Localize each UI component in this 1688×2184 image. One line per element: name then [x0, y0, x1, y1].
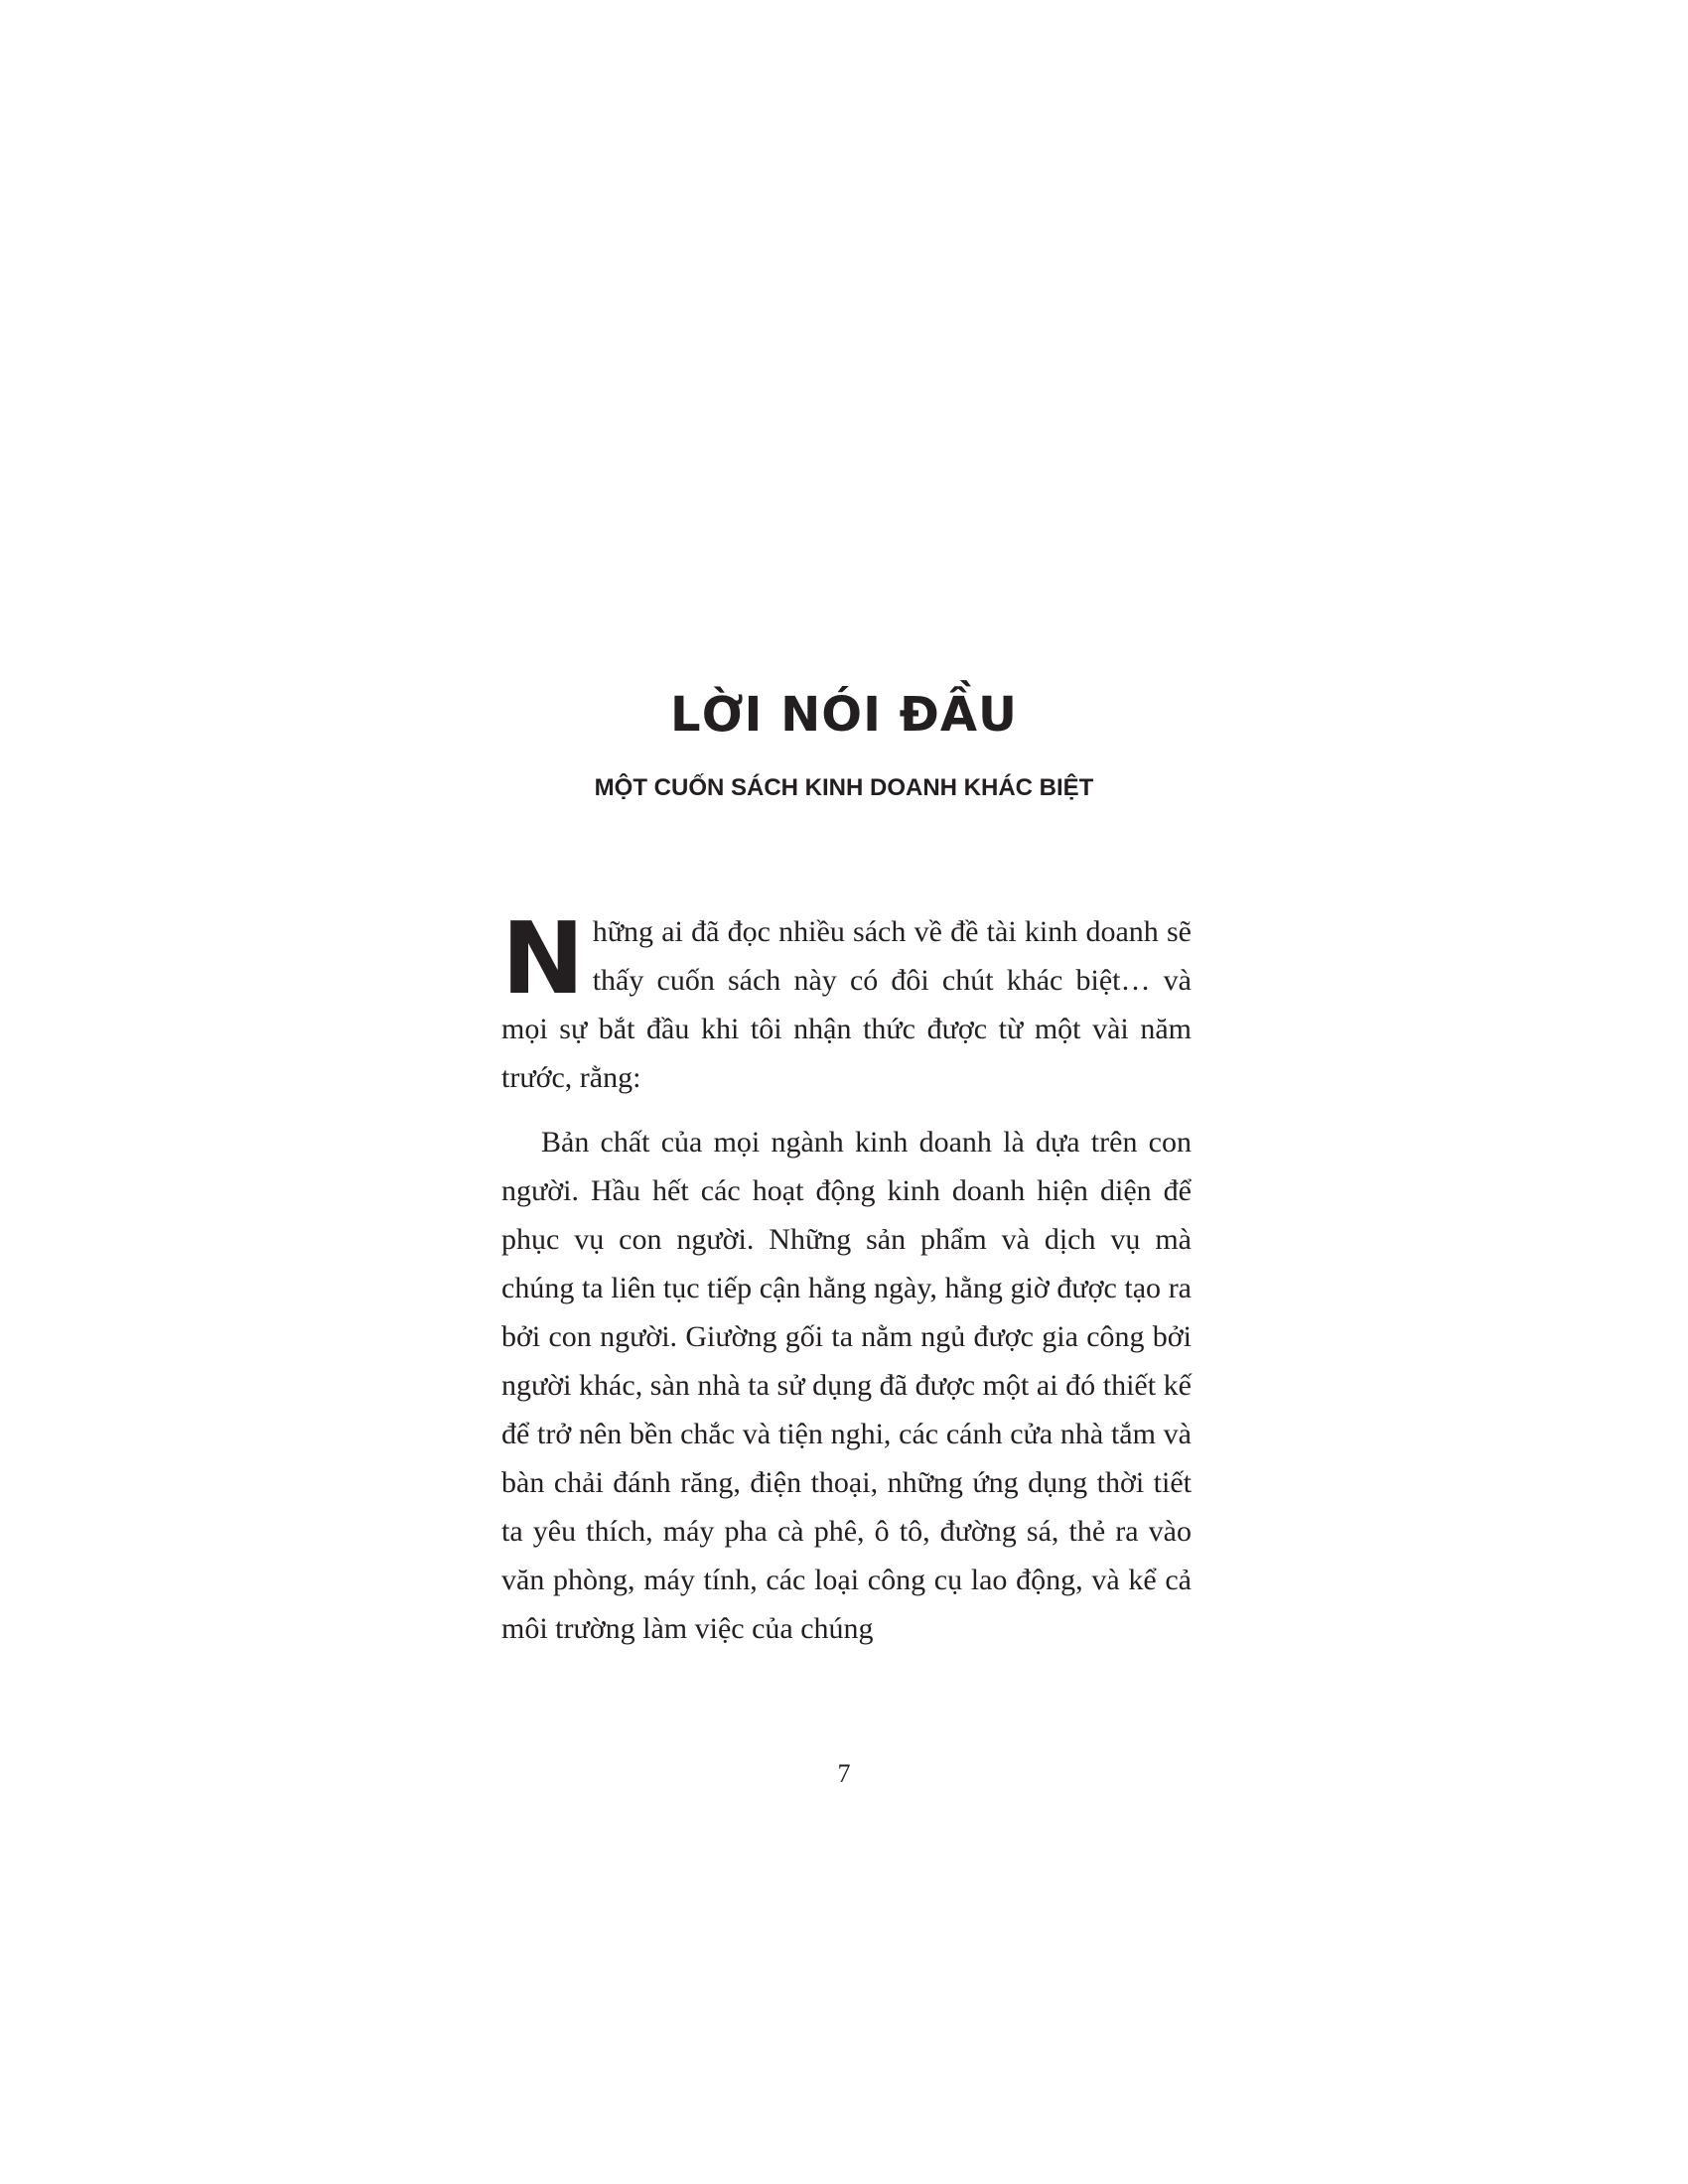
paragraph-body: Bản chất của mọi ngành kinh doanh là dựa trên con người. Hầu hết các hoạt động kinh doanh hiện diện để phục vụ con người. Những sản phẩm và dịch vụ mà chúng ta liên tục tiếp cận hằng ngày, hằng giờ được tạo ra bởi con người. Giường gối ta nằm ngủ được gia công bởi người khác, sàn nhà ta sử dụng đã được một ai đó thiết kế để trở nên bền chắc và tiện nghi, các cánh cửa nhà tắm và bàn chải đánh răng, điện thoại, những ứng dụng thời tiết ta yêu thích, máy pha cà phê, ô tô, đường sá, thẻ ra vào văn phòng, máy tính, các loại công cụ lao động, và kể cả môi trường làm việc của chúng — [501, 1126, 1192, 1645]
body-text — [501, 900, 1192, 1653]
chapter-title: LỜI NÓI ĐẦU — [670, 687, 1018, 743]
page-number: 7 — [837, 1759, 851, 1788]
paragraph-intro-text: hững ai đã đọc nhiều sách về đề tài kinh doanh sẽ thấy cuốn sách này có đôi chút khác biệt… và mọi sự bắt đầu khi tôi nhận thức được từ một vài năm trước, rằng: — [501, 915, 1192, 1094]
drop-cap: N — [501, 900, 585, 1017]
chapter-subtitle: MỘT CUỐN SÁCH KINH DOANH KHÁC BIỆT — [594, 774, 1094, 801]
paragraph-intro — [501, 900, 1192, 1102]
